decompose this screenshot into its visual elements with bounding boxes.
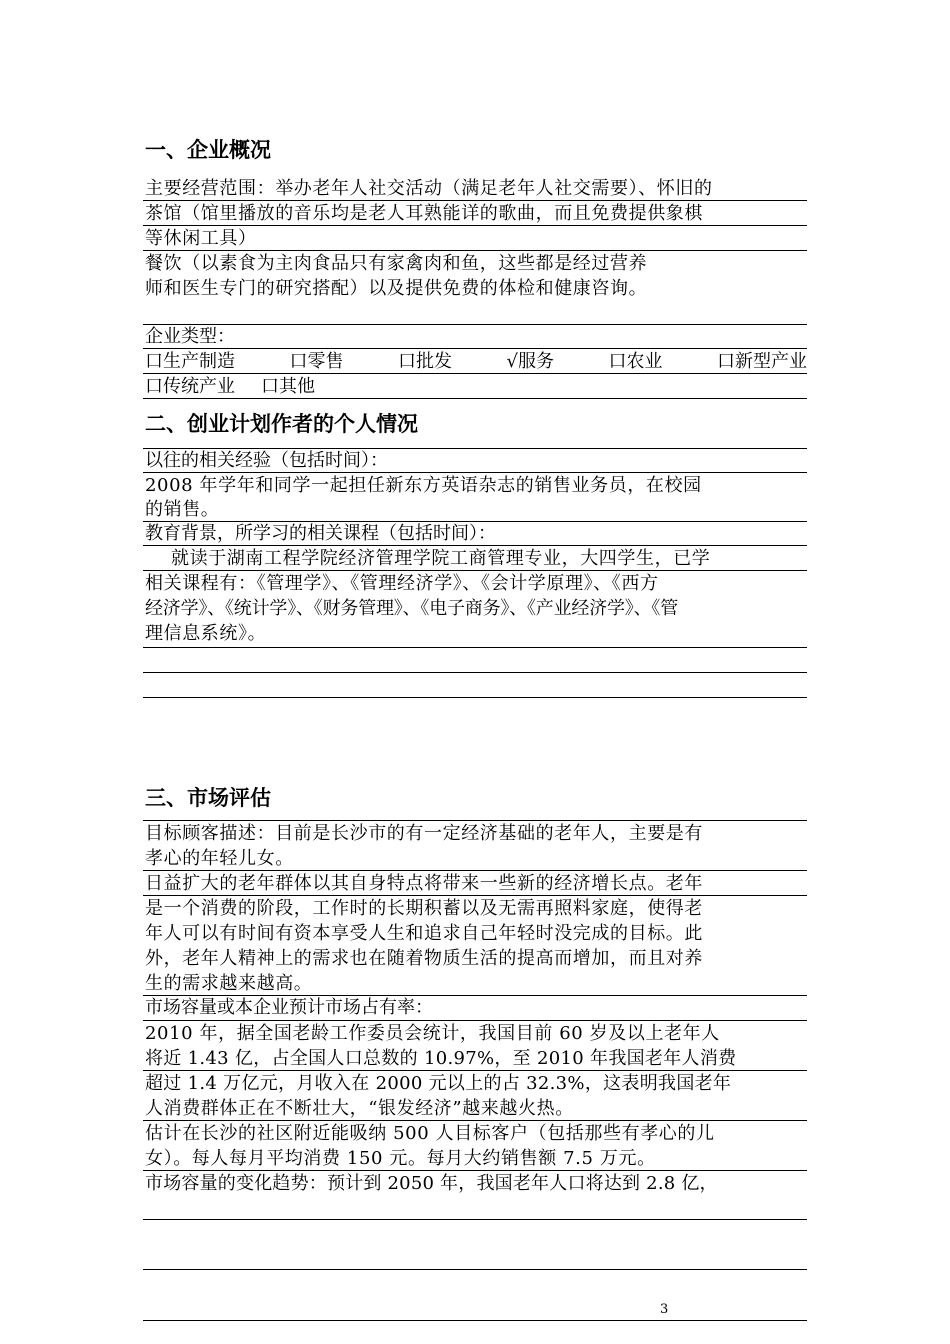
enterprise-type-row (145, 374, 807, 399)
market-growth-line: 外，老年人精神上的需求也在随着物质生活的提高而增加，而且对养 (145, 948, 703, 969)
education-line: 经济学》、《统计学》、《财务管理》、《电子商务》、《产业经济学》、《管 (145, 598, 678, 619)
section-3-heading: 三、市场评估 (145, 786, 271, 810)
market-capacity-label: 市场容量或本企业预计市场占有率： (145, 997, 433, 1018)
market-growth-line: 年人可以有时间有资本享受人生和追求自己年轻时没完成的目标。此 (145, 923, 703, 944)
enterprise-type-label: 企业类型： (145, 326, 235, 347)
experience-label: 以往的相关经验（包括时间）： (145, 450, 388, 471)
section-1-heading: 一、企业概况 (145, 138, 271, 162)
type-option-new-industry[interactable]: 口新型产业 (716, 351, 807, 372)
customer-estimate-line: 女）。每人每月平均消费 150 元。每月大约销售额 7.5 万元。 (145, 1148, 656, 1169)
form-rule (143, 1320, 807, 1321)
page-number: 3 (660, 1302, 669, 1317)
market-capacity-line: 人消费群体正在不断壮大，“银发经济”越来越火热。 (145, 1098, 574, 1119)
form-rule (143, 672, 807, 673)
education-label: 教育背景，所学习的相关课程（包括时间）： (145, 523, 496, 544)
customer-estimate-line: 估计在长沙的社区附近能吸纳 500 人目标客户（包括那些有孝心的儿 (145, 1123, 715, 1144)
type-option-wholesale[interactable]: 口批发 (398, 351, 452, 372)
enterprise-type-row (145, 349, 807, 374)
target-customer-line: 孝心的年轻儿女。 (145, 848, 294, 869)
scope-line: 等休闲工具） (145, 228, 257, 249)
target-customer-line: 目标顾客描述：目前是长沙市的有一定经济基础的老年人，主要是有 (145, 823, 703, 844)
scope-line: 主要经营范围：举办老年人社交活动（满足老年人社交需要）、怀旧的 (145, 178, 713, 199)
form-rule (143, 1219, 807, 1220)
type-option-retail[interactable]: 口零售 (289, 351, 344, 372)
experience-line: 的销售。 (145, 499, 220, 520)
scope-line: 师和医生专门的研究搭配）以及提供免费的体检和健康咨询。 (145, 278, 648, 299)
market-growth-line: 日益扩大的老年群体以其自身特点将带来一些新的经济增长点。老年 (145, 873, 703, 894)
type-option-agriculture[interactable]: 口农业 (608, 351, 663, 372)
market-growth-line: 生的需求越来越高。 (145, 973, 313, 994)
education-line: 相关课程有：《管理学》、《管理经济学》、《会计学原理》、《西方 (145, 573, 659, 594)
type-option-traditional[interactable]: 口传统产业 (145, 376, 235, 397)
market-capacity-line: 超过 1.4 万亿元，月收入在 2000 元以上的占 32.3%，这表明我国老年 (145, 1073, 732, 1094)
scope-line: 餐饮（以素食为主肉食品只有家禽肉和鱼，这些都是经过营养 (145, 253, 648, 274)
market-growth-line: 是一个消费的阶段，工作时的长期积蓄以及无需再照料家庭，使得老 (145, 898, 703, 919)
education-line: 就读于湖南工程学院经济管理学院工商管理专业，大四学生，已学 (171, 548, 711, 569)
section-2-heading: 二、创业计划作者的个人情况 (145, 412, 418, 436)
form-rule (143, 697, 807, 698)
education-line: 理信息系统》。 (145, 623, 267, 644)
type-option-service-checked[interactable]: √服务 (506, 351, 554, 372)
market-capacity-line: 2010 年，据全国老龄工作委员会统计，我国目前 60 岁及以上老年人 (145, 1023, 720, 1044)
form-rule (143, 647, 807, 648)
form-rule (143, 1269, 807, 1270)
market-trend-line: 市场容量的变化趋势：预计到 2050 年，我国老年人口将达到 2.8 亿， (145, 1173, 718, 1194)
type-option-manufacturing[interactable]: 口生产制造 (145, 351, 235, 372)
scope-line: 茶馆（馆里播放的音乐均是老人耳熟能详的歌曲，而且免费提供象棋 (145, 203, 703, 224)
experience-line: 2008 年学年和同学一起担任新东方英语杂志的销售业务员，在校园 (145, 475, 702, 496)
form-rule (143, 398, 807, 399)
market-capacity-line: 将近 1.43 亿，占全国人口总数的 10.97%，至 2010 年我国老年人消费 (145, 1048, 737, 1069)
type-option-other[interactable]: 口其他 (261, 376, 315, 397)
